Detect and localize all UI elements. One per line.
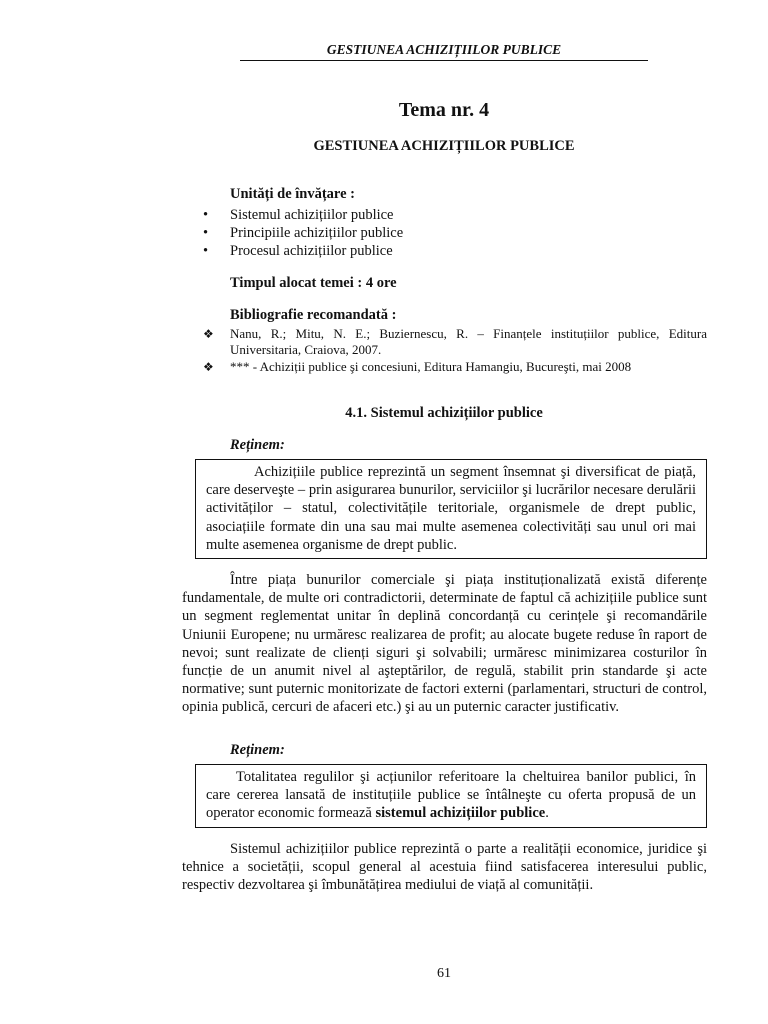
body-paragraph: Sistemul achizițiilor publice reprezintă o parte a realității economice, juridice şi tehnice a societății, scopul general al acestuia fiind satisfacerea interesului public, respectiv dezvoltarea şi îmbunătățirea mediului de viață al comunității. — [182, 841, 707, 894]
bibliography-heading: Bibliografie recomandată : — [230, 307, 397, 323]
definition-text: Totalitatea regulilor şi acțiunilor referitoare la cheltuirea banilor publici, în care cererea lansată de instituțiile publice se întâlneşte cu oferta propusă de un operator economic formează — [206, 769, 696, 822]
body-paragraph: Între piața bunurilor comerciale şi piața instituționalizată există diferențe fundamentale, de multe ori contradictorii, determinate de faptul că achizițiile publice sunt un segment reglementat unitar în deplină concordanță cu cerințele şi recomandările Uniunii Europene; nu urmăresc realizarea de profit; au alocate bugete reduse în raport de nevoi; sunt realizate de clienți siguri şi solvabili; urmăresc minimizarea costurilor în funcție de un anumit nivel al aşteptărilor, de regulă, stabilit prin standarde şi acte normative; sunt puternic monitorizate de factori externi (parlamentari, structuri de control, opinia publică, cercuri de afaceri etc.) şi au un puternic caracter justificativ. — [182, 572, 707, 716]
list-item: ❖ *** - Achiziții publice şi concesiuni, Editura Hamangiu, Bucureşti, mai 2008 — [203, 359, 632, 374]
list-item: • Principiile achizițiilor publice — [203, 224, 723, 242]
list-item: ❖ Nanu, R.; Mitu, N. E.; Buziernescu, R. – Finanțele instituțiilor publice, Editura Universitaria, Craiova, 2007. — [203, 326, 707, 357]
definition-box — [195, 459, 707, 559]
list-item: • Sistemul achizițiilor publice — [203, 206, 723, 224]
time-allotted: Timpul alocat temei : 4 ore — [230, 275, 397, 291]
definition-box: Totalitatea regulilor şi acțiunilor referitoare la cheltuirea banilor publici, în care cererea lansată de instituțiile publice se întâlneşte cu oferta propusă de un operator economic formează sistemul achizițiilor publice. — [195, 764, 707, 828]
definition-term: sistemul achizițiilor publice — [375, 805, 546, 822]
bibliography-list — [203, 326, 707, 376]
retinem-label: Reținem: — [230, 742, 285, 758]
learning-units-list — [203, 206, 723, 260]
header-rule — [240, 60, 648, 61]
running-header: GESTIUNEA ACHIZIȚIILOR PUBLICE — [326, 42, 562, 57]
section-title: 4.1. Sistemul achizițiilor publice — [345, 405, 543, 421]
learning-units-heading: Unități de învățare : — [230, 186, 355, 202]
page-subtitle: GESTIUNEA ACHIZIȚIILOR PUBLICE — [313, 138, 575, 154]
retinem-label: Reținem: — [230, 437, 285, 453]
page-title: Tema nr. 4 — [398, 99, 490, 121]
diamond-bullet-icon: ❖ — [203, 327, 214, 341]
page-number: 61 — [437, 966, 451, 981]
diamond-bullet-icon: ❖ — [203, 360, 214, 374]
list-item: • Procesul achizițiilor publice — [203, 242, 723, 260]
definition-text: Achizițiile publice reprezintă un segment însemnat şi diversificat de piață, care deserveşte – prin asigurarea bunurilor, serviciilor şi lucrărilor necesare derulării activităților – statul, colectivitățile teritoriale, organismele de drept public, asociațiile formate din una sau mai multe asemenea colectivități sau unul ori mai multe asemenea organisme de drept public. — [206, 464, 696, 553]
